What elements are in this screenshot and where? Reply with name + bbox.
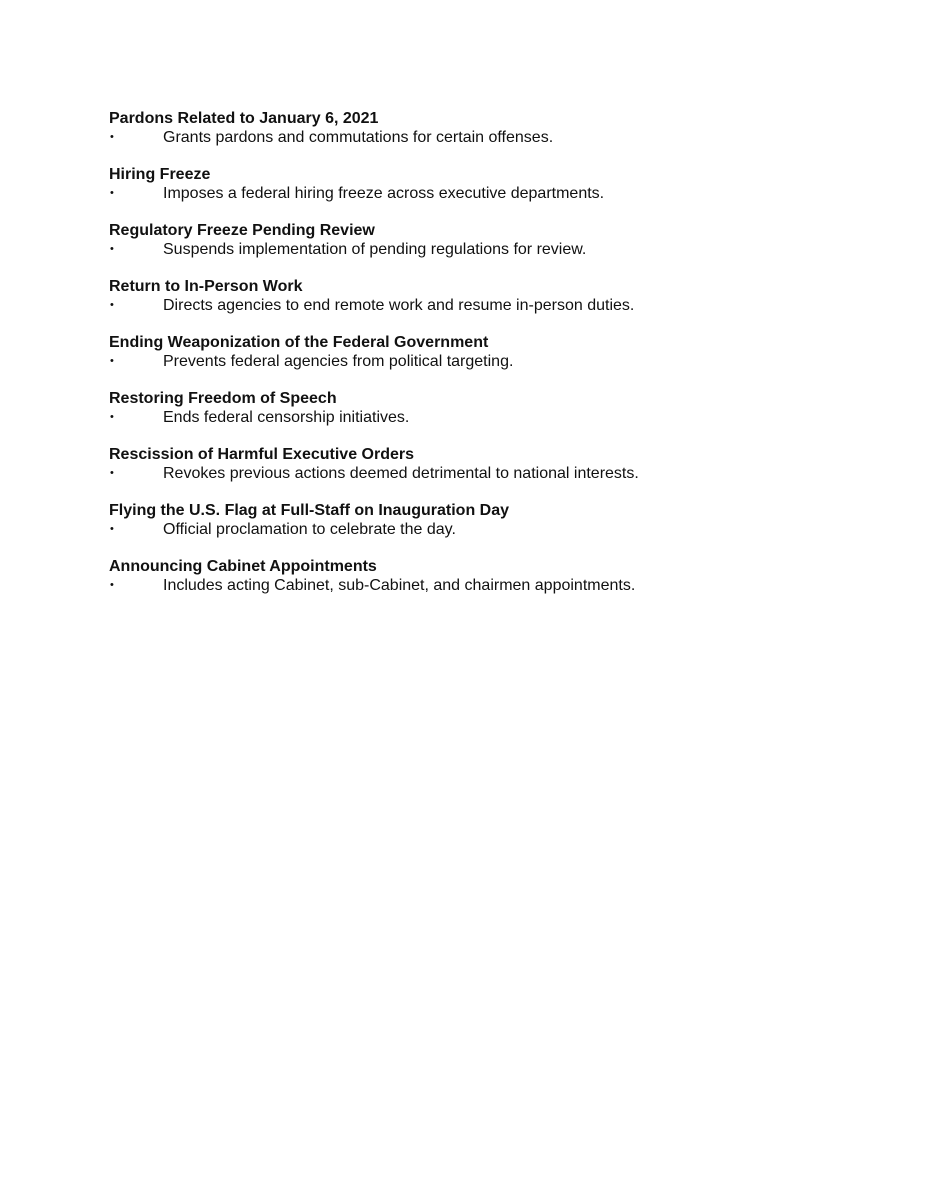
section-heading: Hiring Freeze <box>109 166 211 183</box>
bullet-text: Revokes previous actions deemed detrimental to national interests. <box>163 465 639 482</box>
document-content <box>109 109 869 613</box>
bullet-item <box>109 408 869 427</box>
bullet-item <box>109 240 869 259</box>
bullet-text: Suspends implementation of pending regulations for review. <box>163 241 587 258</box>
bullet-text: Official proclamation to celebrate the day. <box>163 521 456 538</box>
section-cabinet-appointments <box>109 557 869 613</box>
bullet-icon: • <box>110 467 114 479</box>
bullet-text: Directs agencies to end remote work and resume in-person duties. <box>163 297 635 314</box>
bullet-item <box>109 464 869 483</box>
bullet-item <box>109 352 869 371</box>
section-rescission <box>109 445 869 501</box>
section-heading: Pardons Related to January 6, 2021 <box>109 110 379 127</box>
bullet-item <box>109 128 869 147</box>
bullet-text: Ends federal censorship initiatives. <box>163 409 410 426</box>
bullet-item <box>109 296 869 315</box>
bullet-item <box>109 520 869 539</box>
bullet-icon: • <box>110 411 114 423</box>
bullet-item <box>109 576 869 595</box>
section-flag-full-staff <box>109 501 869 557</box>
bullet-item <box>109 184 869 203</box>
bullet-text: Grants pardons and commutations for certain offenses. <box>163 129 554 146</box>
bullet-icon: • <box>110 579 114 591</box>
bullet-icon: • <box>110 355 114 367</box>
section-in-person-work <box>109 277 869 333</box>
section-heading: Return to In-Person Work <box>109 278 303 295</box>
section-heading: Restoring Freedom of Speech <box>109 390 337 407</box>
bullet-text: Imposes a federal hiring freeze across executive departments. <box>163 185 605 202</box>
section-heading: Announcing Cabinet Appointments <box>109 558 377 575</box>
section-freedom-of-speech <box>109 389 869 445</box>
bullet-icon: • <box>110 243 114 255</box>
section-heading: Rescission of Harmful Executive Orders <box>109 446 414 463</box>
section-heading: Regulatory Freeze Pending Review <box>109 222 375 239</box>
section-regulatory-freeze <box>109 221 869 277</box>
section-heading: Flying the U.S. Flag at Full-Staff on Inauguration Day <box>109 502 510 519</box>
section-ending-weaponization <box>109 333 869 389</box>
section-hiring-freeze <box>109 165 869 221</box>
section-heading: Ending Weaponization of the Federal Government <box>109 334 489 351</box>
bullet-icon: • <box>110 299 114 311</box>
bullet-icon: • <box>110 131 114 143</box>
bullet-text: Prevents federal agencies from political targeting. <box>163 353 514 370</box>
bullet-icon: • <box>110 187 114 199</box>
bullet-text: Includes acting Cabinet, sub-Cabinet, and chairmen appointments. <box>163 577 636 594</box>
bullet-icon: • <box>110 523 114 535</box>
section-pardons <box>109 109 869 165</box>
